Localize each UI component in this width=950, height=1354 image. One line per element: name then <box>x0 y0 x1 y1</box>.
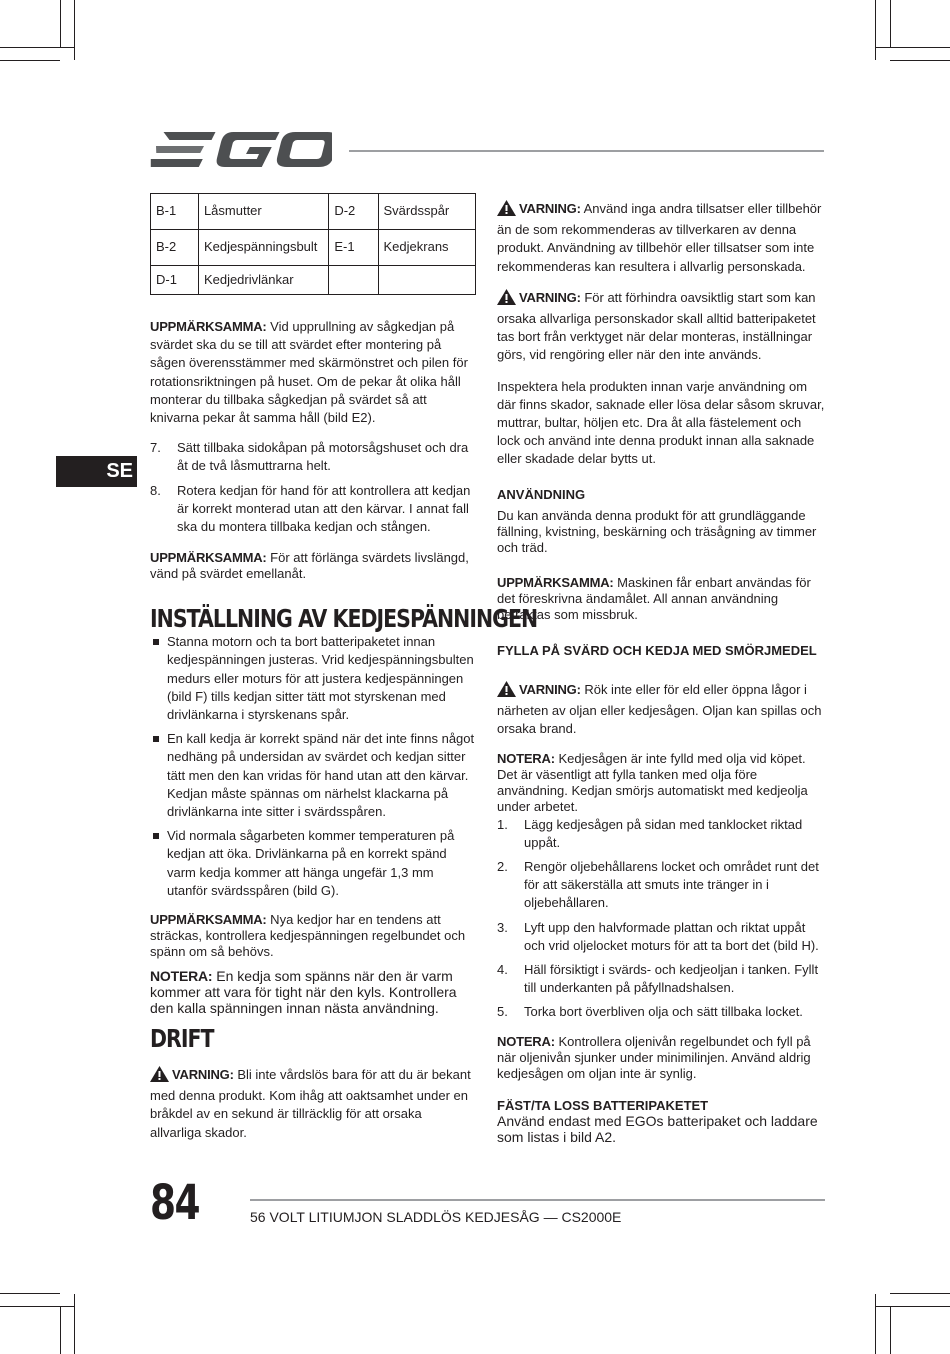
table-cell: Kedjekrans <box>378 230 475 266</box>
oil-steps <box>497 816 825 1022</box>
notice-new-chains: UPPMÄRKSAMMA: Nya kedjor har en tendens att sträckas, kontrollera kedjespänningen regelbundet och spänn om så behövs. <box>150 912 466 960</box>
warning-accessories: VARNING: Använd inga andra tillsatser eller tillbehör än de som rekommenderas av tillverkaren av denna produkt. Användning av tillbehör eller tillsatser som inte rekommenderas kan resultera i allvarlig personskada. <box>497 201 822 274</box>
battery-text: Använd endast med EGOs batteripaket och laddare som listas i bild A2. <box>497 1112 818 1145</box>
table-cell: B-2 <box>151 230 199 266</box>
warning-icon <box>497 200 516 221</box>
table-cell: Kedjespänningsbult <box>198 230 328 266</box>
footer-rule <box>250 1199 825 1201</box>
heading-usage: ANVÄNDNING <box>497 486 586 502</box>
heading-lubrication: FYLLA PÅ SVÄRD OCH KEDJA MED SMÖRJMEDEL <box>497 642 817 658</box>
table-cell <box>378 266 475 295</box>
footer-title: 56 VOLT LITIUMJON SLADDLÖS KEDJESÅG — CS2000E <box>250 1209 622 1225</box>
page-number: 84 <box>150 1175 199 1231</box>
language-tab <box>56 456 137 487</box>
list-item: En kall kedja är korrekt spänd när det inte finns något nedhäng på undersidan av svärdet och kedjan sitter tätt men den kan vridas för hand utan att den kärvar. Kedjan måste spännas om närhelst klackarna på drivlänkarna inte sitter i svärdsspåren. <box>150 730 476 821</box>
table-row <box>151 266 476 295</box>
list-item: 2. Rengör oljebehållarens locket och området runt det för att säkerställa att smuts inte tränger in i oljebehållaren. <box>497 859 819 911</box>
language-tab-label: SE <box>106 460 133 482</box>
header-rule <box>349 150 824 152</box>
warning-icon <box>150 1066 169 1087</box>
list-item: Stanna motorn och ta bort batteripaketet innan kedjespänningen justeras. Vrid kedjespänningsbulten medurs eller moturs för att justera kedjespänningen (bild F) tills kedjan sitter tätt mot styrskenan med drivlänkarna i styrskenans spår. <box>150 633 476 724</box>
list-item: 3. Lyft upp den halvformade plattan och riktat uppåt och vrid oljelocket moturs för att ta bort det (bild H). <box>497 919 819 953</box>
table-cell: D-1 <box>151 266 199 295</box>
table-cell: Svärdsspår <box>378 194 475 230</box>
warning-no-flame: VARNING: Rök inte eller för eld eller öppna lågor i närheten av oljan eller kedjesågen. Oljan kan spillas och orsaka brand. <box>497 682 822 737</box>
table-row <box>151 230 476 266</box>
list-item: 1. Lägg kedjesågen på sidan med tanklocket riktad uppåt. <box>497 816 803 850</box>
warning-accidental-start: VARNING: För att förhindra oavsiktlig start som kan orsaka allvarliga personskador skall alltid batteripaketet tas bort från verktyget när delar monteras, inställningar görs, vid rengöring eller när den inte används. <box>497 289 816 363</box>
left-steps <box>150 439 476 536</box>
table-cell: Låsmutter <box>198 194 328 230</box>
table-cell: Kedjedrivlänkar <box>198 266 328 295</box>
list-item: Vid normala sågarbeten kommer temperaturen på kedjan att öka. Drivlänkarna på en korrekt spänd varm kedja kommer att hänga ungefär 1,3 mm utanför svärdsspåren (bild G). <box>150 827 476 900</box>
heading-chain-tension: INSTÄLLNING AV KEDJESPÄNNINGEN <box>150 604 538 634</box>
left-column <box>150 193 538 1142</box>
note-warm-chain: NOTERA: En kedja som spänns när den är varm kommer att vara för tight när den kyls. Kontrollera den kalla spänningen innan nästa användning. <box>150 968 457 1017</box>
warning-complacency: VARNING: Bli inte vårdslös bara för att du är bekant med denna produkt. Kom ihåg att oaktsamhet under en bråkdel av en sekund är tillräcklig för att orsaka allvarliga skador. <box>150 1067 471 1140</box>
tension-bullets <box>150 633 476 900</box>
ego-logo <box>150 130 332 170</box>
table-cell: B-1 <box>151 194 199 230</box>
list-item: 7. Sätt tillbaka sidokåpan på motorsågshuset och dra åt de två låsmuttrarna helt. <box>150 440 469 474</box>
notice-winding: UPPMÄRKSAMMA: Vid upprullning av sågkedjan på svärdet ska du se till att svärdet efter montering på sågen överensstämmer med skärmönstret och pilen för rotationsriktningen på huset. Om de pekar åt olika håll monterar du tillbaka sågkedjan på svärdet så att knivarna pekar åt samma håll (bild E2). <box>150 319 468 426</box>
list-item: 5. Torka bort överbliven olja och sätt tillbaka locket. <box>497 1004 803 1020</box>
note-no-oil: NOTERA: Kedjesågen är inte fylld med olja vid köpet. Det är väsentligt att fylla tanken med olja före användning. Kedjan smörjs automatiskt med kedjeolja under arbetet. <box>497 750 808 814</box>
heading-battery: FÄST/TA LOSS BATTERIPAKETET <box>497 1097 709 1113</box>
table-row <box>151 194 476 230</box>
notice-intended-use: UPPMÄRKSAMMA: Maskinen får enbart användas för det föreskrivna ändamålet. All annan användning betraktas som missbruk. <box>497 574 811 622</box>
warning-icon <box>497 289 516 310</box>
list-item: 4. Häll försiktigt i svärds- och kedjeoljan i tanken. Fyllt till underkanten på påfyllnadshalsen. <box>497 962 819 996</box>
usage-text: Du kan använda denna produkt för att grundläggande fällning, kvistning, beskärning och träsågning av timmer och träd. <box>497 507 817 555</box>
parts-table <box>150 193 476 295</box>
table-cell: E-1 <box>329 230 378 266</box>
inspect-paragraph: Inspektera hela produkten innan varje användning om där finns skador, saknade eller lösa delar såsom skruvar, muttrar, bultar, höljen etc. Dra åt alla fästelement och lock och använd inte denna produkt innan alla saknade eller skadade delar bytts ut. <box>497 378 825 467</box>
notice-bar-life: UPPMÄRKSAMMA: För att förlänga svärdets livslängd, vänd på svärdet emellanåt. <box>150 550 469 582</box>
table-cell <box>329 266 378 295</box>
heading-operation: DRIFT <box>150 1024 214 1054</box>
list-item: 8. Rotera kedjan för hand för att kontrollera att kedjan är korrekt monterad utan att den kärvar. I annat fall ska du montera tillbaka kedjan och stången. <box>150 482 471 535</box>
right-column <box>497 200 825 1145</box>
table-cell: D-2 <box>329 194 378 230</box>
note-oil-level: NOTERA: Kontrollera oljenivån regelbundet och fyll på när oljenivån sjunker under minimilinjen. Använd aldrig kedjesågen om oljan inte är synlig. <box>497 1033 811 1081</box>
warning-icon <box>497 681 516 702</box>
